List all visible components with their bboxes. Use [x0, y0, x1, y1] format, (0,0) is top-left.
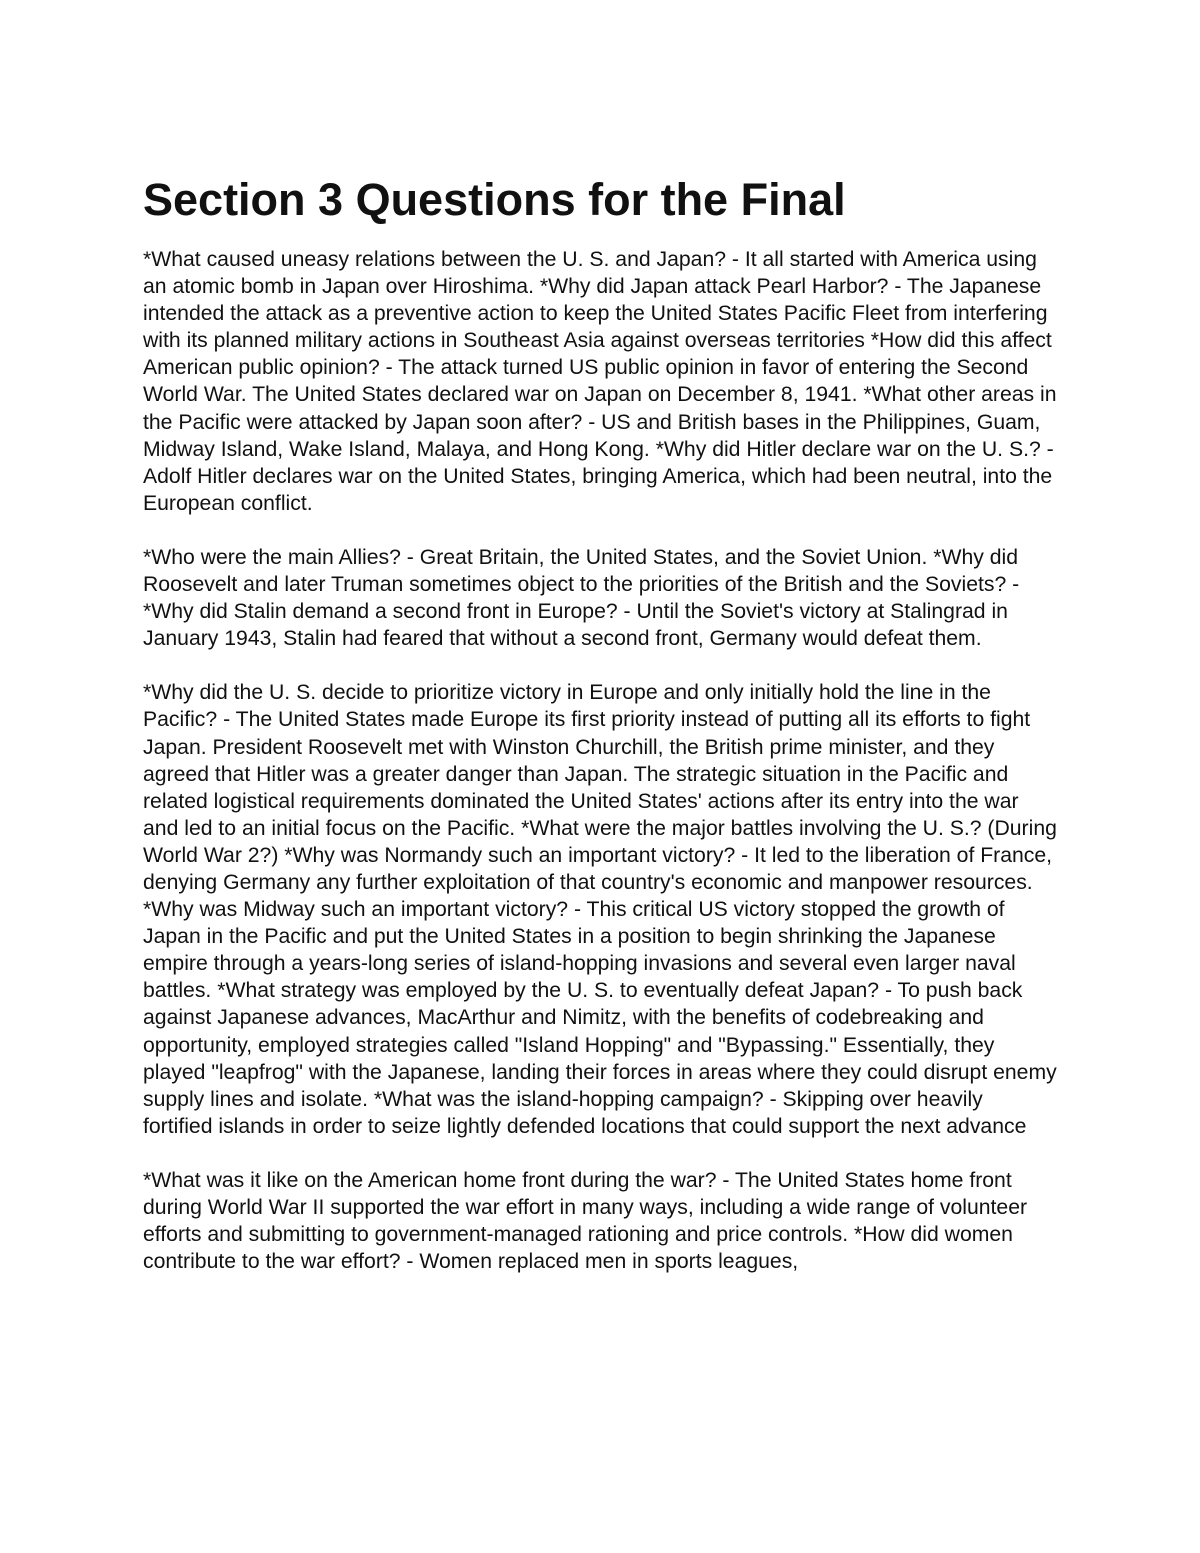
paragraph-home-front: *What was it like on the American home front during the war? - The United States home front during World War II supported the war effort in many ways, including a wide range of volunteer efforts and submitting to government-managed rationing and price controls. *How did women contribute to the war effort? - Women replaced men in sports leagues, — [143, 1168, 1028, 1274]
document-title: Section 3 Questions for the Final — [143, 174, 846, 225]
paragraph-pacific-strategy: *Why did the U. S. decide to prioritize victory in Europe and only initially hold the line in the Pacific? - The United States made Europe its first priority instead of putting all its efforts to fight Japan. President Roosevelt met with Winston Churchill, the British prime minister, and they agreed that Hitler was a greater danger than Japan. The strategic situation in the Pacific and related logistical requirements dominated the United States' actions after its entry into the war and led to an initial focus on the Pacific. *What were the major battles involving the U. S.? (During World War 2?) *Why was Normandy such an important victory? - It led to the liberation of France, denying Germany any further exploitation of that country's economic and manpower resources. *Why was Midway such an important victory? - This critical US victory stopped the growth of Japan in the Pacific and put the United States in a position to begin shrinking the Japanese empire through a years-long series of island-hopping invasions and several even larger naval battles. *What strategy was employed by the U. S. to eventually defeat Japan? - To push back against Japanese advances, MacArthur and Nimitz, with the benefits of codebreaking and opportunity, employed strategies called "Island Hopping" and "Bypassing." Essentially, they played "leapfrog" with the Japanese, landing their forces in areas where they could disrupt enemy supply lines and isolate. *What was the island-hopping campaign? - Skipping over heavily fortified islands in order to seize lightly defended locations that could support the next advance — [143, 681, 1057, 1138]
document-page — [143, 172, 1058, 1302]
paragraph-pearl-harbor: *What caused uneasy relations between the U. S. and Japan? - It all started with America using an atomic bomb in Japan over Hiroshima. *Why did Japan attack Pearl Harbor? - The Japanese intended the attack as a preventive action to keep the United States Pacific Fleet from interfering with its planned military actions in Southeast Asia against overseas territories *How did this affect American public opinion? - The attack turned US public opinion in favor of entering the Second World War. The United States declared war on Japan on December 8, 1941. *What other areas in the Pacific were attacked by Japan soon after? - US and British bases in the Philippines, Guam, Midway Island, Wake Island, Malaya, and Hong Kong. *Why did Hitler declare war on the U. S.? - Adolf Hitler declares war on the United States, bringing America, which had been neutral, into the European conflict. — [143, 248, 1057, 515]
paragraph-allies: *Who were the main Allies? - Great Britain, the United States, and the Soviet Union. *Why did Roosevelt and later Truman sometimes object to the priorities of the British and the Soviets? - *Why did Stalin demand a second front in Europe? - Until the Soviet's victory at Stalingrad in January 1943, Stalin had feared that without a second front, Germany would defeat them. — [143, 545, 1020, 651]
